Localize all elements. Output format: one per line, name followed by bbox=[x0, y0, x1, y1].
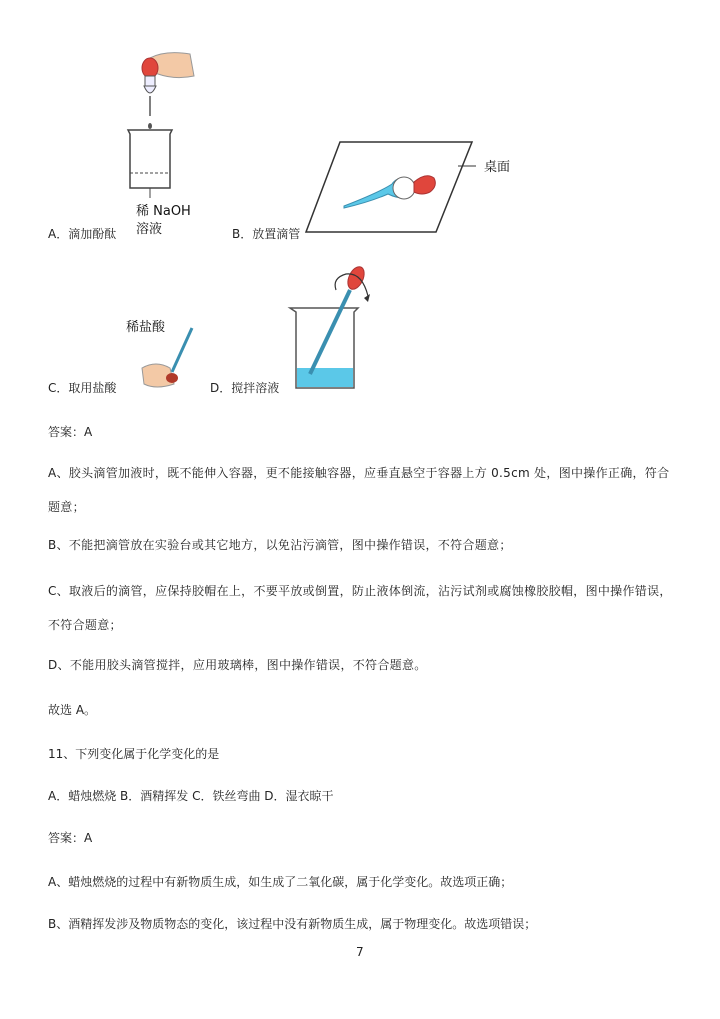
explain-q10-c: C、取液后的滴管，应保持胶帽在上，不要平放或倒置，防止液体倒流，沾污试剂或腐蚀橡胶胶帽，图中操作错误，不符合题意； bbox=[48, 584, 672, 632]
explain-q11-a: A、蜡烛燃烧的过程中有新物质生成，如生成了二氧化碳，属于化学变化。故选项正确； bbox=[48, 875, 513, 889]
naoh-label-line1: 稀 NaOH bbox=[136, 204, 191, 219]
explain-q10-d: D、不能用胶头滴管搅拌，应用玻璃棒，图中操作错误，不符合题意。 bbox=[48, 658, 427, 672]
hcl-label: 稀盐酸 bbox=[126, 320, 166, 335]
dropper-tube bbox=[310, 290, 350, 374]
conclusion-q10: 故选 A。 bbox=[48, 703, 97, 717]
question-11-options: A．蜡烛燃烧 B．酒精挥发 C．铁丝弯曲 D．湿衣晾干 bbox=[48, 789, 334, 803]
option-d-label: D．搅拌溶液 bbox=[210, 381, 280, 395]
desk-label: 桌面 bbox=[484, 160, 511, 175]
beaker-liquid bbox=[297, 368, 353, 387]
liquid-drop bbox=[148, 123, 152, 129]
answer-q11: 答案：A bbox=[48, 831, 93, 845]
figure-d-stirring-with-dropper bbox=[284, 262, 380, 392]
option-b-label: B．放置滴管 bbox=[232, 227, 301, 241]
figure-b-dropper-on-desk bbox=[300, 128, 480, 240]
naoh-label-line2: 溶液 bbox=[136, 222, 163, 237]
dropper-bulb bbox=[166, 373, 178, 383]
explain-q10-b: B、不能把滴管放在实验台或其它地方，以免沾污滴管，图中操作错误，不符合题意； bbox=[48, 538, 512, 552]
beaker bbox=[128, 130, 172, 188]
question-11-stem: 11、下列变化属于化学变化的是 bbox=[48, 747, 220, 761]
option-a-label: A．滴加酚酞 bbox=[48, 227, 117, 241]
page-number: 7 bbox=[356, 945, 364, 959]
figure-c-dropper-inverted bbox=[136, 324, 200, 392]
option-c-label: C．取用盐酸 bbox=[48, 381, 117, 395]
answer-q10: 答案：A bbox=[48, 425, 93, 439]
dropper-bulb bbox=[142, 58, 158, 78]
explain-q10-a: A、胶头滴管加液时，既不能伸入容器，更不能接触容器，应垂直悬空于容器上方 0.5cm 处，图中操作正确，符合题意； bbox=[48, 466, 670, 514]
figure-a-dropper-over-beaker bbox=[120, 48, 200, 198]
dropper-bulb bbox=[345, 264, 368, 292]
explain-q11-b: B、酒精挥发涉及物质物态的变化，该过程中没有新物质生成，属于物理变化。故选项错误； bbox=[48, 917, 537, 931]
